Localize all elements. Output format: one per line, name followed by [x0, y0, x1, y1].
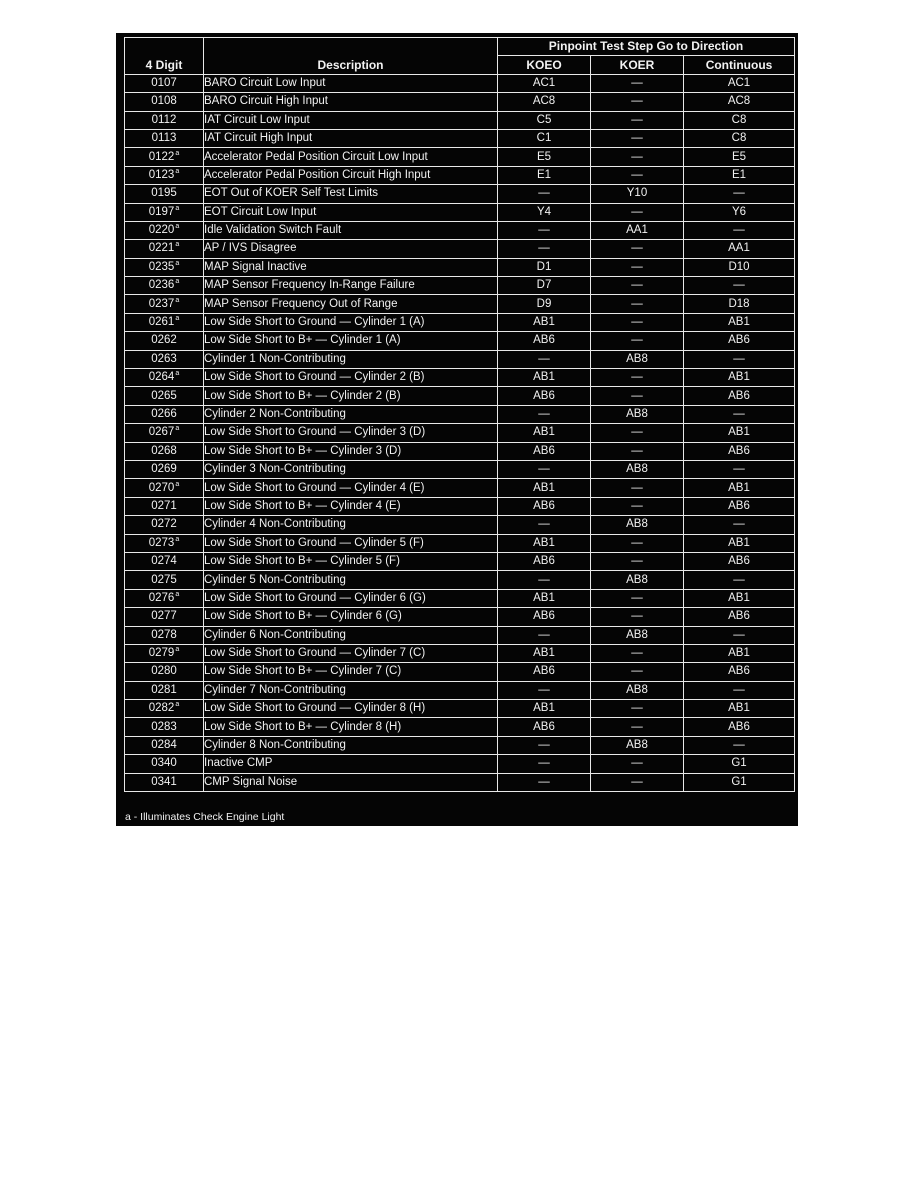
- table-row: [125, 166, 795, 184]
- dtc-code-cell: [125, 93, 204, 111]
- dtc-code: 0261: [148, 316, 175, 329]
- description-cell: Low Side Short to B+ — Cylinder 4 (E): [204, 497, 498, 515]
- dtc-code: 0266: [151, 408, 177, 420]
- check-engine-footnote-mark: a: [175, 204, 180, 212]
- continuous-cell: AB6: [684, 718, 795, 736]
- dtc-code-cell: [125, 626, 204, 644]
- koer-cell: —: [591, 277, 684, 295]
- dtc-table-image: [116, 33, 798, 826]
- koer-cell: AB8: [591, 516, 684, 534]
- description-cell: Low Side Short to Ground — Cylinder 5 (F): [204, 534, 498, 552]
- koeo-cell: AB6: [498, 608, 591, 626]
- koer-cell: AB8: [591, 350, 684, 368]
- table-row: [125, 240, 795, 258]
- koer-cell: —: [591, 479, 684, 497]
- continuous-cell: AB6: [684, 332, 795, 350]
- table-row: [125, 74, 795, 92]
- dtc-code-cell: [125, 644, 204, 662]
- dtc-code-cell: [125, 571, 204, 589]
- dtc-code-cell: [125, 773, 204, 791]
- description-cell: Accelerator Pedal Position Circuit High Input: [204, 166, 498, 184]
- dtc-code: 0340: [151, 757, 177, 770]
- check-engine-footnote-mark: a: [175, 223, 180, 231]
- dtc-code: 0277: [151, 610, 177, 623]
- koeo-cell: AB6: [498, 718, 591, 736]
- table-row: [125, 460, 795, 478]
- koer-cell: —: [591, 755, 684, 773]
- koeo-cell: C5: [498, 111, 591, 129]
- check-engine-footnote-mark: a: [175, 370, 180, 378]
- continuous-cell: —: [684, 681, 795, 699]
- continuous-cell: —: [684, 626, 795, 644]
- description-cell: EOT Out of KOER Self Test Limits: [204, 185, 498, 203]
- koeo-cell: Y4: [498, 203, 591, 221]
- description-cell: Low Side Short to Ground — Cylinder 3 (D): [204, 424, 498, 442]
- koer-cell: —: [591, 387, 684, 405]
- koeo-cell: —: [498, 240, 591, 258]
- check-engine-footnote-mark: a: [175, 535, 180, 543]
- continuous-cell: AB1: [684, 534, 795, 552]
- dtc-code-cell: [125, 442, 204, 460]
- dtc-code: 0112: [151, 113, 177, 126]
- dtc-code-cell: [125, 663, 204, 681]
- dtc-code-cell: [125, 221, 204, 239]
- description-cell: Low Side Short to B+ — Cylinder 8 (H): [204, 718, 498, 736]
- continuous-cell: E1: [684, 166, 795, 184]
- table-row: [125, 681, 795, 699]
- table-row: [125, 608, 795, 626]
- table-row: [125, 571, 795, 589]
- koer-cell: —: [591, 369, 684, 387]
- dtc-code-cell: [125, 387, 204, 405]
- description-cell: Idle Validation Switch Fault: [204, 221, 498, 239]
- table-row: [125, 626, 795, 644]
- description-cell: Low Side Short to Ground — Cylinder 1 (A): [204, 313, 498, 331]
- table-row: [125, 185, 795, 203]
- table-row: [125, 295, 795, 313]
- dtc-code-cell: [125, 681, 204, 699]
- koeo-cell: E1: [498, 166, 591, 184]
- description-cell: Cylinder 6 Non-Contributing: [204, 626, 498, 644]
- continuous-cell: AB1: [684, 589, 795, 607]
- continuous-cell: AB6: [684, 497, 795, 515]
- dtc-code-cell: [125, 258, 204, 276]
- koeo-cell: —: [498, 516, 591, 534]
- dtc-code: 0123: [148, 168, 175, 181]
- dtc-code: 0264: [148, 371, 175, 384]
- koeo-cell: AB1: [498, 644, 591, 662]
- continuous-cell: AB1: [684, 369, 795, 387]
- continuous-cell: G1: [684, 755, 795, 773]
- description-cell: Low Side Short to Ground — Cylinder 6 (G): [204, 589, 498, 607]
- koeo-cell: —: [498, 571, 591, 589]
- description-cell: BARO Circuit Low Input: [204, 74, 498, 92]
- check-engine-footnote-mark: a: [175, 167, 180, 175]
- description-cell: Cylinder 7 Non-Contributing: [204, 681, 498, 699]
- dtc-code: 0282: [148, 702, 175, 715]
- description-cell: Cylinder 2 Non-Contributing: [204, 405, 498, 423]
- dtc-code: 0197: [148, 205, 175, 218]
- dtc-code: 0283: [151, 720, 177, 733]
- dtc-code: 0107: [151, 76, 177, 89]
- koer-cell: AB8: [591, 460, 684, 478]
- koer-cell: —: [591, 700, 684, 718]
- dtc-code-cell: [125, 148, 204, 166]
- dtc-code-cell: [125, 129, 204, 147]
- table-row: [125, 442, 795, 460]
- check-engine-footnote-mark: a: [175, 259, 180, 267]
- table-row: [125, 534, 795, 552]
- dtc-code-cell: [125, 405, 204, 423]
- koer-cell: —: [591, 295, 684, 313]
- header-continuous: Continuous: [684, 56, 795, 74]
- description-cell: Low Side Short to B+ — Cylinder 2 (B): [204, 387, 498, 405]
- table-row: [125, 111, 795, 129]
- table-row: [125, 93, 795, 111]
- koeo-cell: AB1: [498, 313, 591, 331]
- koeo-cell: AB1: [498, 369, 591, 387]
- continuous-cell: —: [684, 405, 795, 423]
- header-description: Description: [204, 38, 498, 75]
- description-cell: Cylinder 5 Non-Contributing: [204, 571, 498, 589]
- continuous-cell: D18: [684, 295, 795, 313]
- koeo-cell: —: [498, 736, 591, 754]
- description-cell: Low Side Short to Ground — Cylinder 4 (E): [204, 479, 498, 497]
- continuous-cell: E5: [684, 148, 795, 166]
- continuous-cell: D10: [684, 258, 795, 276]
- koeo-cell: AB6: [498, 663, 591, 681]
- koeo-cell: AC8: [498, 93, 591, 111]
- dtc-code-cell: [125, 497, 204, 515]
- description-cell: Inactive CMP: [204, 755, 498, 773]
- description-cell: IAT Circuit Low Input: [204, 111, 498, 129]
- koer-cell: AB8: [591, 681, 684, 699]
- table-row: [125, 203, 795, 221]
- table-row: [125, 350, 795, 368]
- dtc-code: 0263: [151, 352, 177, 365]
- dtc-code: 0265: [151, 389, 177, 402]
- description-cell: Cylinder 3 Non-Contributing: [204, 460, 498, 478]
- koeo-cell: C1: [498, 129, 591, 147]
- dtc-code-cell: [125, 460, 204, 478]
- description-cell: Low Side Short to B+ — Cylinder 7 (C): [204, 663, 498, 681]
- dtc-code: 0279: [148, 647, 175, 660]
- koeo-cell: AB1: [498, 479, 591, 497]
- dtc-code: 0262: [151, 334, 177, 347]
- koer-cell: —: [591, 93, 684, 111]
- continuous-cell: —: [684, 736, 795, 754]
- description-cell: Low Side Short to Ground — Cylinder 8 (H): [204, 700, 498, 718]
- koer-cell: —: [591, 552, 684, 570]
- dtc-code: 0113: [151, 132, 177, 145]
- koer-cell: —: [591, 313, 684, 331]
- check-engine-footnote-mark: a: [175, 149, 180, 157]
- koer-cell: —: [591, 240, 684, 258]
- table-row: [125, 332, 795, 350]
- table-row: [125, 148, 795, 166]
- koeo-cell: AB6: [498, 552, 591, 570]
- dtc-code-cell: [125, 700, 204, 718]
- continuous-cell: —: [684, 221, 795, 239]
- koer-cell: AB8: [591, 626, 684, 644]
- continuous-cell: G1: [684, 773, 795, 791]
- koeo-cell: AB6: [498, 442, 591, 460]
- dtc-code-cell: [125, 185, 204, 203]
- table-row: [125, 700, 795, 718]
- description-cell: Cylinder 1 Non-Contributing: [204, 350, 498, 368]
- table-row: [125, 479, 795, 497]
- dtc-code: 0276: [148, 591, 175, 604]
- continuous-cell: Y6: [684, 203, 795, 221]
- dtc-code-cell: [125, 718, 204, 736]
- dtc-code-cell: [125, 240, 204, 258]
- koer-cell: AA1: [591, 221, 684, 239]
- koer-cell: —: [591, 497, 684, 515]
- koeo-cell: AB6: [498, 387, 591, 405]
- dtc-code: 0235: [148, 260, 175, 273]
- continuous-cell: C8: [684, 111, 795, 129]
- table-row: [125, 589, 795, 607]
- continuous-cell: AC1: [684, 74, 795, 92]
- continuous-cell: —: [684, 185, 795, 203]
- table-row: [125, 405, 795, 423]
- koer-cell: —: [591, 332, 684, 350]
- dtc-code: 0268: [151, 444, 177, 457]
- koeo-cell: —: [498, 405, 591, 423]
- footnote: a - Illuminates Check Engine Light: [125, 811, 285, 823]
- continuous-cell: —: [684, 460, 795, 478]
- koeo-cell: AB1: [498, 589, 591, 607]
- continuous-cell: AB1: [684, 700, 795, 718]
- continuous-cell: AA1: [684, 240, 795, 258]
- dtc-table: [124, 37, 795, 792]
- dtc-code: 0122: [148, 150, 175, 163]
- table-row: [125, 129, 795, 147]
- check-engine-footnote-mark: a: [175, 701, 180, 709]
- check-engine-footnote-mark: a: [175, 296, 180, 304]
- koeo-cell: AB6: [498, 497, 591, 515]
- dtc-code-cell: [125, 479, 204, 497]
- dtc-code: 0236: [148, 279, 175, 292]
- table-row: [125, 663, 795, 681]
- dtc-code-cell: [125, 589, 204, 607]
- table-row: [125, 424, 795, 442]
- check-engine-footnote-mark: a: [175, 278, 180, 286]
- dtc-code: 0273: [148, 536, 175, 549]
- description-cell: CMP Signal Noise: [204, 773, 498, 791]
- koer-cell: —: [591, 111, 684, 129]
- koer-cell: —: [591, 424, 684, 442]
- table-row: [125, 755, 795, 773]
- check-engine-footnote-mark: a: [175, 480, 180, 488]
- table-row: [125, 644, 795, 662]
- continuous-cell: AB1: [684, 313, 795, 331]
- continuous-cell: AB6: [684, 387, 795, 405]
- description-cell: BARO Circuit High Input: [204, 93, 498, 111]
- dtc-code-cell: [125, 369, 204, 387]
- description-cell: MAP Sensor Frequency In-Range Failure: [204, 277, 498, 295]
- koer-cell: —: [591, 534, 684, 552]
- continuous-cell: C8: [684, 129, 795, 147]
- dtc-code: 0281: [151, 683, 177, 696]
- dtc-code-cell: [125, 166, 204, 184]
- koer-cell: Y10: [591, 185, 684, 203]
- koeo-cell: AB1: [498, 700, 591, 718]
- koer-cell: —: [591, 166, 684, 184]
- dtc-code-cell: [125, 332, 204, 350]
- dtc-code: 0341: [151, 775, 177, 788]
- koer-cell: —: [591, 129, 684, 147]
- dtc-code-cell: [125, 74, 204, 92]
- table-row: [125, 369, 795, 387]
- koer-cell: AB8: [591, 736, 684, 754]
- continuous-cell: —: [684, 571, 795, 589]
- koeo-cell: —: [498, 755, 591, 773]
- description-cell: Accelerator Pedal Position Circuit Low Input: [204, 148, 498, 166]
- koeo-cell: —: [498, 460, 591, 478]
- koer-cell: —: [591, 608, 684, 626]
- continuous-cell: AB6: [684, 608, 795, 626]
- table-row: [125, 736, 795, 754]
- continuous-cell: AB1: [684, 424, 795, 442]
- description-cell: Low Side Short to B+ — Cylinder 6 (G): [204, 608, 498, 626]
- dtc-code-cell: [125, 350, 204, 368]
- header-koeo: KOEO: [498, 56, 591, 74]
- dtc-code: 0275: [151, 573, 177, 586]
- continuous-cell: AB6: [684, 442, 795, 460]
- table-row: [125, 277, 795, 295]
- description-cell: IAT Circuit High Input: [204, 129, 498, 147]
- continuous-cell: AB1: [684, 479, 795, 497]
- dtc-code-cell: [125, 203, 204, 221]
- dtc-code: 0278: [151, 628, 177, 641]
- koeo-cell: AB6: [498, 332, 591, 350]
- dtc-code-cell: [125, 277, 204, 295]
- koer-cell: —: [591, 148, 684, 166]
- description-cell: Low Side Short to B+ — Cylinder 3 (D): [204, 442, 498, 460]
- koer-cell: —: [591, 74, 684, 92]
- table-row: [125, 497, 795, 515]
- dtc-code: 0237: [148, 297, 175, 310]
- table-row: [125, 516, 795, 534]
- check-engine-footnote-mark: a: [175, 590, 180, 598]
- koeo-cell: —: [498, 626, 591, 644]
- koeo-cell: D1: [498, 258, 591, 276]
- dtc-code-cell: [125, 736, 204, 754]
- dtc-code-cell: [125, 111, 204, 129]
- description-cell: Low Side Short to Ground — Cylinder 2 (B): [204, 369, 498, 387]
- dtc-code-cell: [125, 608, 204, 626]
- dtc-code: 0108: [151, 95, 177, 108]
- koeo-cell: AB1: [498, 424, 591, 442]
- koer-cell: —: [591, 203, 684, 221]
- description-cell: Low Side Short to B+ — Cylinder 1 (A): [204, 332, 498, 350]
- dtc-code: 0270: [148, 481, 175, 494]
- continuous-cell: —: [684, 350, 795, 368]
- koeo-cell: —: [498, 773, 591, 791]
- koer-cell: AB8: [591, 405, 684, 423]
- dtc-code-cell: [125, 516, 204, 534]
- dtc-code-cell: [125, 755, 204, 773]
- koer-cell: —: [591, 644, 684, 662]
- koer-cell: —: [591, 718, 684, 736]
- koeo-cell: D9: [498, 295, 591, 313]
- koer-cell: —: [591, 589, 684, 607]
- description-cell: AP / IVS Disagree: [204, 240, 498, 258]
- koer-cell: —: [591, 663, 684, 681]
- table-row: [125, 258, 795, 276]
- dtc-code: 0195: [151, 187, 177, 200]
- koer-cell: —: [591, 258, 684, 276]
- dtc-code-cell: [125, 552, 204, 570]
- continuous-cell: AB1: [684, 644, 795, 662]
- description-cell: EOT Circuit Low Input: [204, 203, 498, 221]
- dtc-code: 0269: [151, 463, 177, 476]
- header-4-digit: 4 Digit: [125, 38, 204, 75]
- header-pinpoint-test: Pinpoint Test Step Go to Direction: [498, 38, 795, 56]
- check-engine-footnote-mark: a: [175, 241, 180, 249]
- table-row: [125, 221, 795, 239]
- table-row: [125, 552, 795, 570]
- dtc-code: 0221: [148, 242, 175, 255]
- koer-cell: AB8: [591, 571, 684, 589]
- dtc-code: 0280: [151, 665, 177, 678]
- dtc-code: 0284: [151, 739, 177, 752]
- koeo-cell: —: [498, 221, 591, 239]
- dtc-code-cell: [125, 534, 204, 552]
- koeo-cell: E5: [498, 148, 591, 166]
- dtc-code-cell: [125, 424, 204, 442]
- koeo-cell: —: [498, 681, 591, 699]
- dtc-code: 0267: [148, 426, 175, 439]
- dtc-code: 0220: [148, 224, 175, 237]
- description-cell: Low Side Short to Ground — Cylinder 7 (C): [204, 644, 498, 662]
- continuous-cell: AC8: [684, 93, 795, 111]
- description-cell: Cylinder 4 Non-Contributing: [204, 516, 498, 534]
- continuous-cell: —: [684, 277, 795, 295]
- table-row: [125, 313, 795, 331]
- description-cell: Cylinder 8 Non-Contributing: [204, 736, 498, 754]
- table-row: [125, 718, 795, 736]
- table-row: [125, 773, 795, 791]
- koeo-cell: AC1: [498, 74, 591, 92]
- koer-cell: —: [591, 442, 684, 460]
- check-engine-footnote-mark: a: [175, 425, 180, 433]
- dtc-code-cell: [125, 295, 204, 313]
- description-cell: MAP Sensor Frequency Out of Range: [204, 295, 498, 313]
- koeo-cell: —: [498, 185, 591, 203]
- check-engine-footnote-mark: a: [175, 646, 180, 654]
- description-cell: MAP Signal Inactive: [204, 258, 498, 276]
- dtc-code-cell: [125, 313, 204, 331]
- dtc-code: 0274: [151, 555, 177, 568]
- continuous-cell: —: [684, 516, 795, 534]
- description-cell: Low Side Short to B+ — Cylinder 5 (F): [204, 552, 498, 570]
- koer-cell: —: [591, 773, 684, 791]
- header-koer: KOER: [591, 56, 684, 74]
- check-engine-footnote-mark: a: [175, 315, 180, 323]
- dtc-code: 0271: [151, 499, 177, 512]
- table-row: [125, 387, 795, 405]
- koeo-cell: D7: [498, 277, 591, 295]
- continuous-cell: AB6: [684, 663, 795, 681]
- koeo-cell: —: [498, 350, 591, 368]
- continuous-cell: AB6: [684, 552, 795, 570]
- dtc-code: 0272: [151, 518, 177, 531]
- koeo-cell: AB1: [498, 534, 591, 552]
